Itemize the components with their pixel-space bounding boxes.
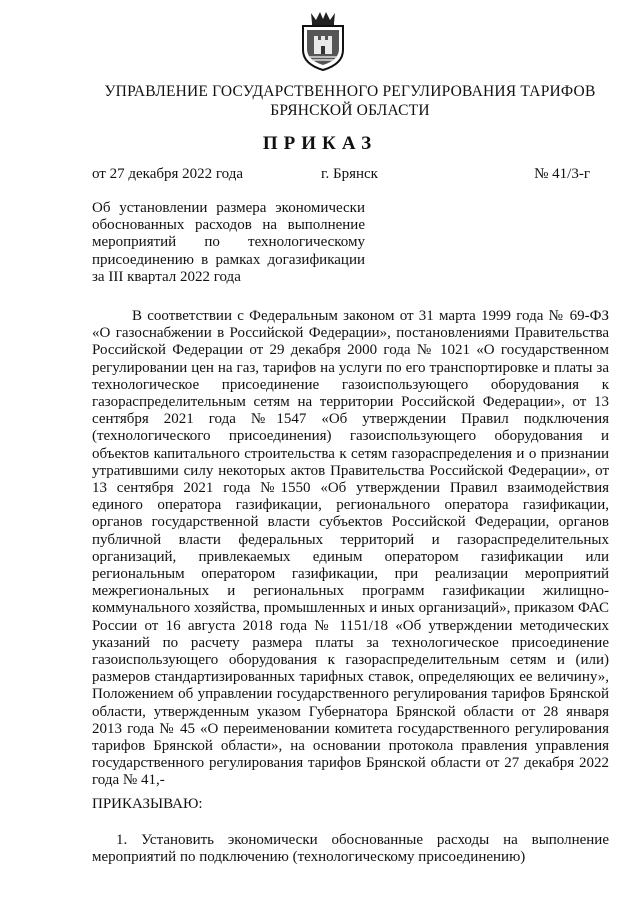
org-name-line2: БРЯНСКОЙ ОБЛАСТИ (270, 102, 430, 119)
coat-of-arms-icon (297, 10, 349, 72)
document-city: г. Брянск (321, 166, 378, 182)
document-date: от 27 декабря 2022 года (92, 166, 244, 182)
document-number: № 41/3-г (534, 166, 590, 182)
document-subject: Об установлении размера экономически обоснованных расходов на выполнение мероприятий по технологическому присоединению в рамках догазификации за III квартал 2022 года (92, 200, 365, 285)
preamble-paragraph: В соответствии с Федеральным законом от 31 марта 1999 года № 69-ФЗ «О газоснабжении в Российской Федерации», постановлениями Правительства Российской Федерации от 29 декабря 2000 года № 1021 «О государственном регулировании цен на газ, тарифов на услуги по его транспортировке и платы за технологическое присоединение газоиспользующего оборудования к газораспределительным сетям на территории Российской Федерации», от 13 сентября 2021 года №1547 «Об утверждении Правил подключения (технологического присоединения) газоиспользующего оборудования и объектов капитального строительства к сетям газораспределения и о признании утратившими силу некоторых актов Правительства Российской Федерации», от 13 сентября 2021 года №1550 «Об утверждении Правил взаимодействия единого оператора газификации, регионального оператора газификации, органов государственной власти субъектов Российской Федерации, органов публичной власти федеральных территорий и газораспределительных организаций, привлекаемых единым оператором газификации или региональным оператором газификации, при реализации мероприятий межрегиональных и региональных программ газификации жилищно-коммунального хозяйства, промышленных и иных организаций», приказом ФАС России от 16 августа 2018 года № 1151/18 «Об утверждении методических указаний по расчету размера платы за технологическое присоединение газоиспользующего оборудования к газораспределительным сетям и (или) размеров стандартизированных тарифных ставок, определяющих ее величину», Положением об управлении государственного регулирования тарифов Брянской области, утвержденным указом Губернатора Брянской области от 28 января 2013 года № 45 «О переименовании комитета государственного регулирования тарифов Брянской области», на основании протокола правления управления государственного регулирования тарифов Брянской области от 27 декабря 2022 года № 41,- (92, 308, 609, 789)
org-name-line1: УПРАВЛЕНИЕ ГОСУДАРСТВЕННОГО РЕГУЛИРОВАНИЯ ТАРИФОВ (104, 83, 596, 100)
order-word: ПРИКАЗЫВАЮ: (92, 796, 203, 812)
order-item-1: 1. Установить экономически обоснованные расходы на выполнение мероприятий по подключению (технологическому присоединению) (92, 832, 609, 866)
document-title: ПРИКАЗ (262, 133, 378, 154)
